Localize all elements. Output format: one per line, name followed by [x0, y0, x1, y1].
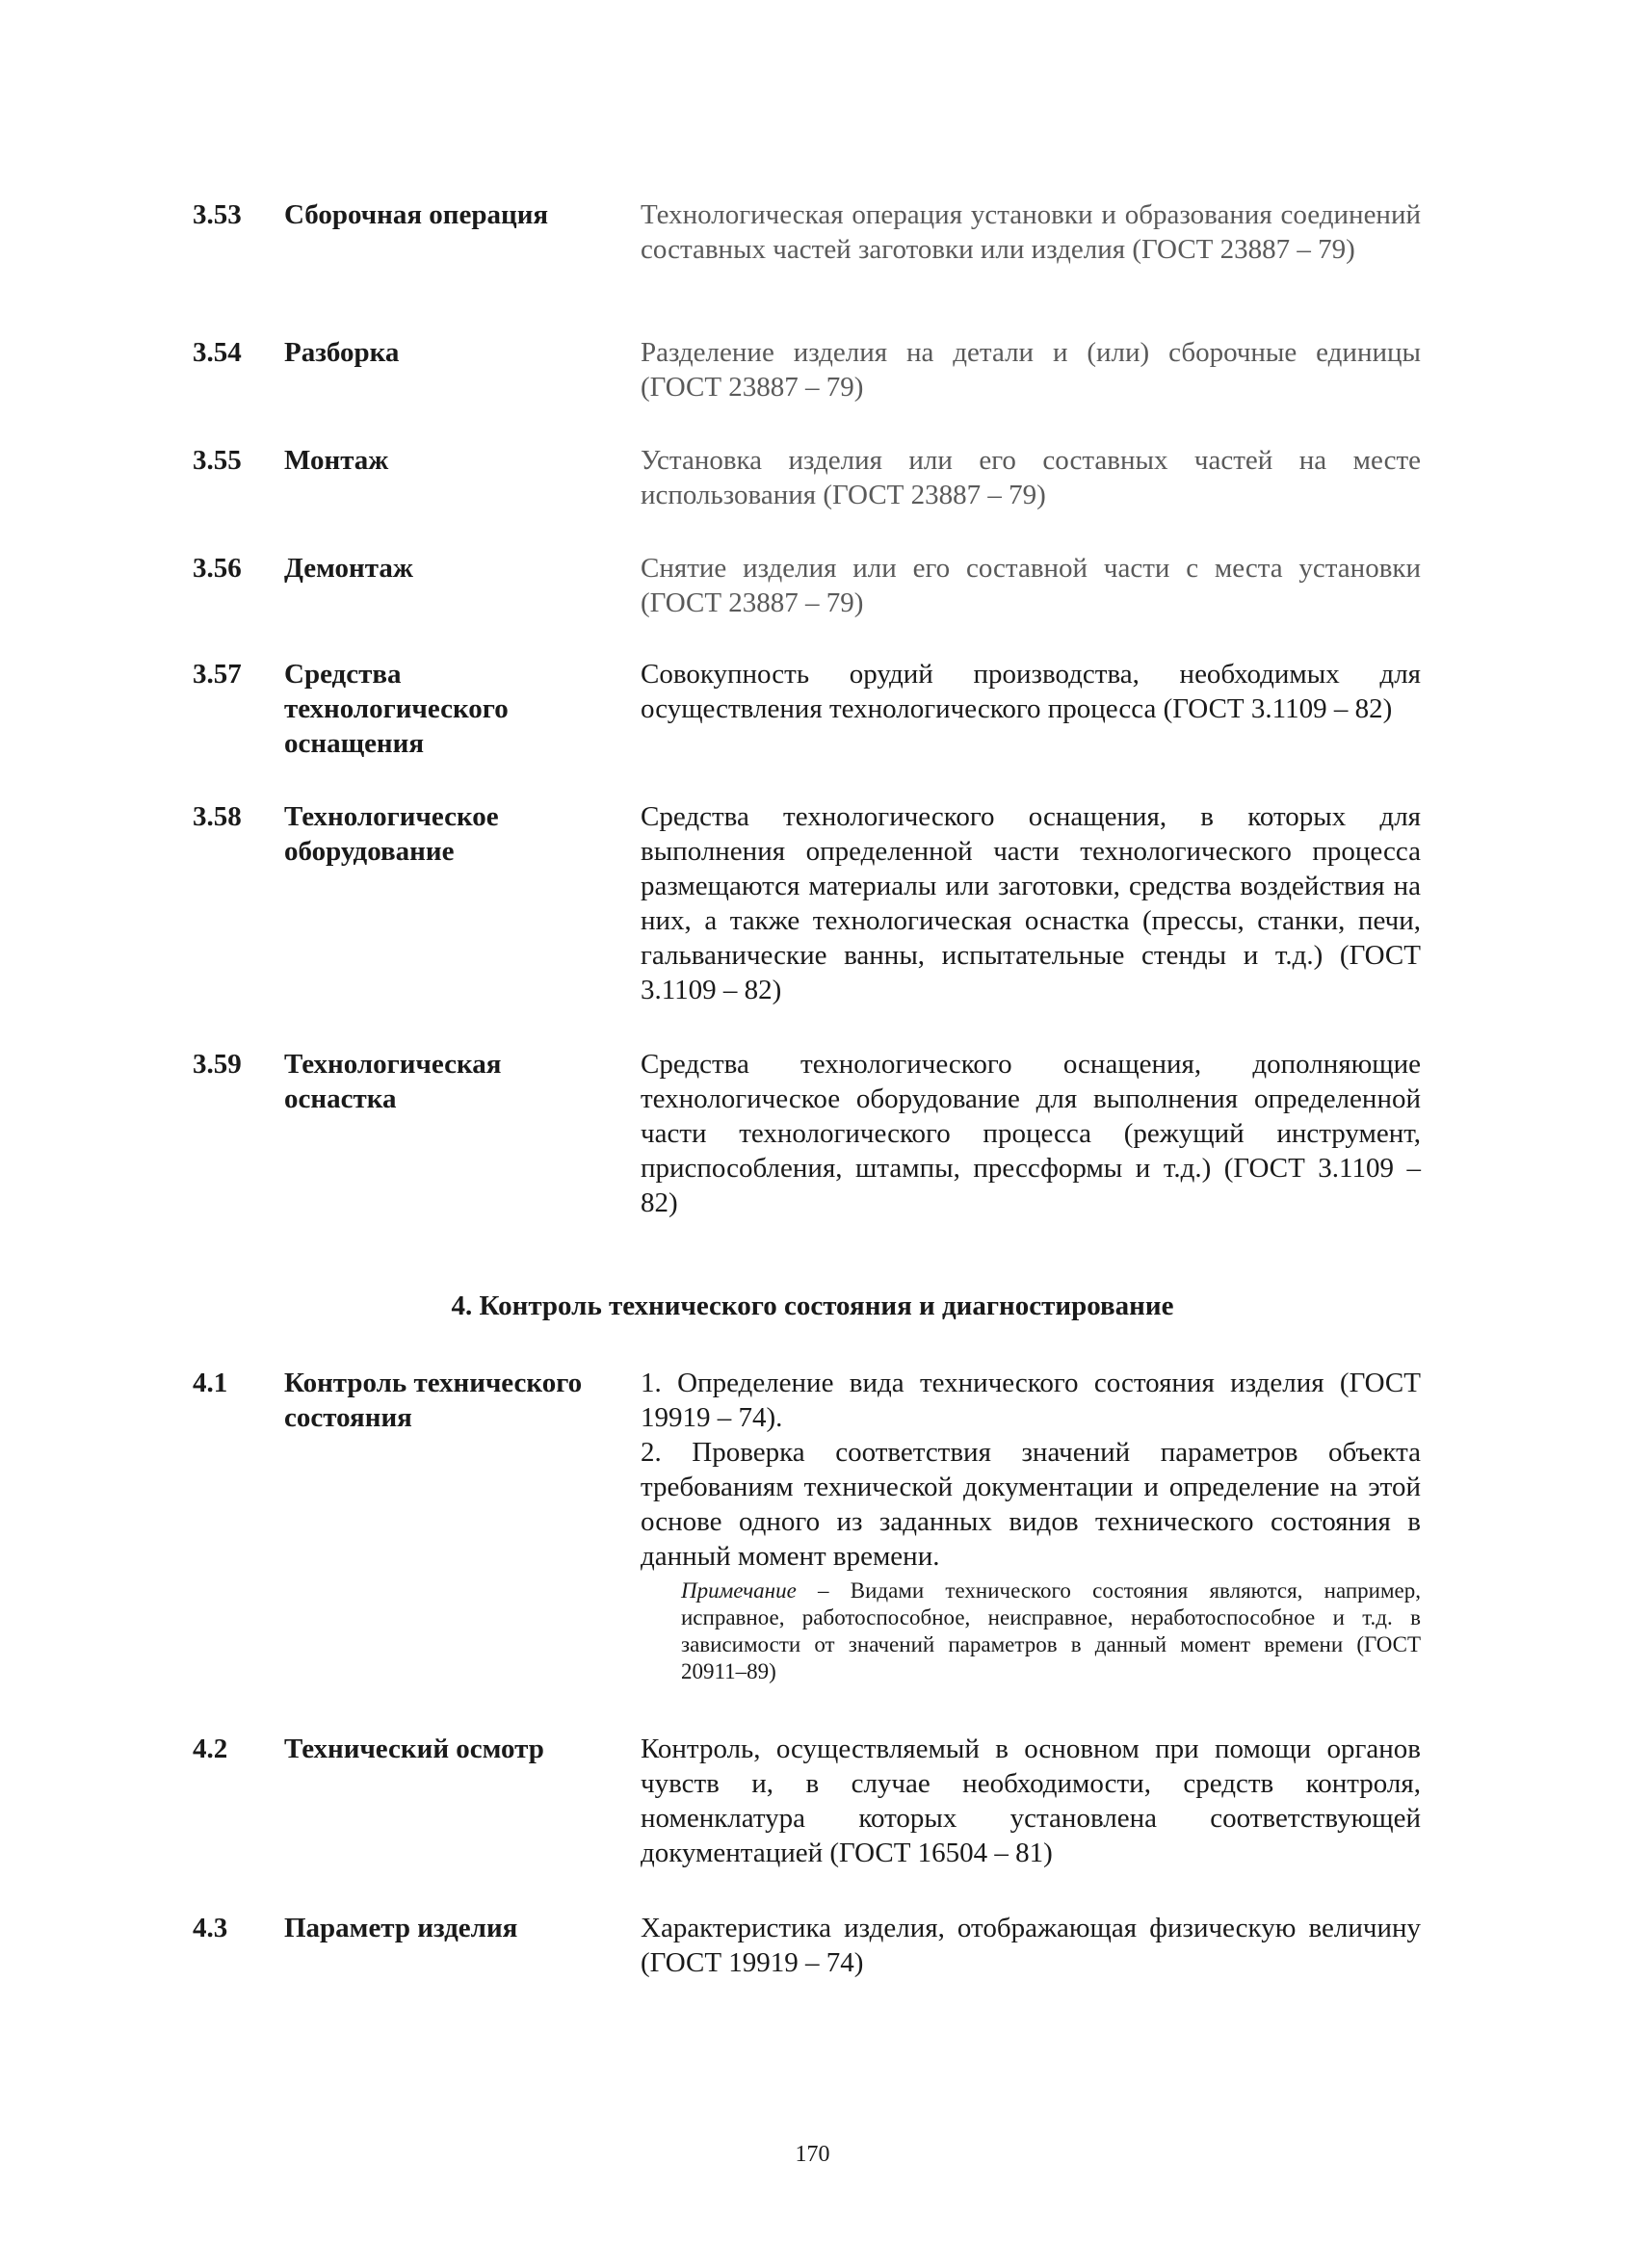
- entry-number: 4.2: [193, 1734, 228, 1764]
- entry-term: Технический осмотр: [284, 1734, 544, 1764]
- note: [681, 1577, 1421, 1685]
- entry-definition: Средства технологического оснащения, дополняющие технологическое оборудование для выполнения определенной части технологического процесса (режущий инструмент, приспособления, штампы, прессформы и т.д.) (ГОСТ 3.1109 – 82): [641, 1049, 1421, 1218]
- entry-term: Контроль технического состояния: [284, 1368, 583, 1433]
- entry-definition: Технологическая операция установки и образования соединений составных частей заготовки или изделия (ГОСТ 23887 – 79): [641, 199, 1421, 265]
- entry-definition: Установка изделия или его составных частей на месте использования (ГОСТ 23887 – 79): [641, 445, 1421, 510]
- entry-number: 3.55: [193, 445, 242, 476]
- entry-term: Средства технологического оснащения: [284, 659, 509, 759]
- entry-definition: Совокупность орудий производства, необходимых для осуществления технологического процесса (ГОСТ 3.1109 – 82): [641, 659, 1421, 724]
- page-number: 170: [795, 2142, 830, 2167]
- entry-term: Параметр изделия: [284, 1913, 518, 1943]
- entry-term: Монтаж: [284, 445, 389, 476]
- entry-definition: Разделение изделия на детали и (или) сборочные единицы (ГОСТ 23887 – 79): [641, 337, 1421, 403]
- note-text: – Видами технического состояния являются, например, исправное, работоспособное, неисправное, неработоспособное и т.д. в зависимости от значений параметров в данный момент времени (ГОСТ 20911–89): [681, 1578, 1421, 1683]
- definition-part-2: 2. Проверка соответствия значений параметров объекта требованиям технической документации и определение на этой основе одного из заданных видов технического состояния в данный момент времени.: [641, 1437, 1421, 1572]
- entry-term: Сборочная операция: [284, 199, 549, 230]
- entry-term: Демонтаж: [284, 553, 413, 584]
- entry-number: 3.58: [193, 801, 242, 832]
- entry-number: 4.1: [193, 1368, 228, 1398]
- entry-number: 3.53: [193, 199, 242, 230]
- section-heading: 4. Контроль технического состояния и диагностирование: [451, 1290, 1174, 1321]
- entry-definition: Характеристика изделия, отображающая физическую величину (ГОСТ 19919 – 74): [641, 1913, 1421, 1978]
- entry-number: 4.3: [193, 1913, 228, 1943]
- entry-definition: Средства технологического оснащения, в которых для выполнения определенной части технологического процесса размещаются материалы или заготовки, средства воздействия на них, а также технологическая оснастка (прессы, станки, печи, гальванические ванны, испытательные стенды и т.д.) (ГОСТ 3.1109 – 82): [641, 801, 1421, 1005]
- entry-term: Разборка: [284, 337, 400, 368]
- note-label: Примечание: [681, 1578, 797, 1603]
- entry-definition: Контроль, осуществляемый в основном при помощи органов чувств и, в случае необходимости, средств контроля, номенклатура которых установлена соответствующей документацией (ГОСТ 16504 – 81): [641, 1734, 1421, 1868]
- entry-number: 3.54: [193, 337, 242, 368]
- entry-definition: Снятие изделия или его составной части с места установки (ГОСТ 23887 – 79): [641, 553, 1421, 618]
- entry-number: 3.57: [193, 659, 242, 690]
- entry-term: Технологическая оснастка: [284, 1049, 502, 1114]
- entry-definition: [641, 1366, 1421, 1685]
- entry-term: Технологическое оборудование: [284, 801, 499, 867]
- entry-number: 3.56: [193, 553, 242, 584]
- entry-number: 3.59: [193, 1049, 242, 1080]
- definition-part-1: 1. Определение вида технического состояния изделия (ГОСТ 19919 – 74).: [641, 1368, 1421, 1433]
